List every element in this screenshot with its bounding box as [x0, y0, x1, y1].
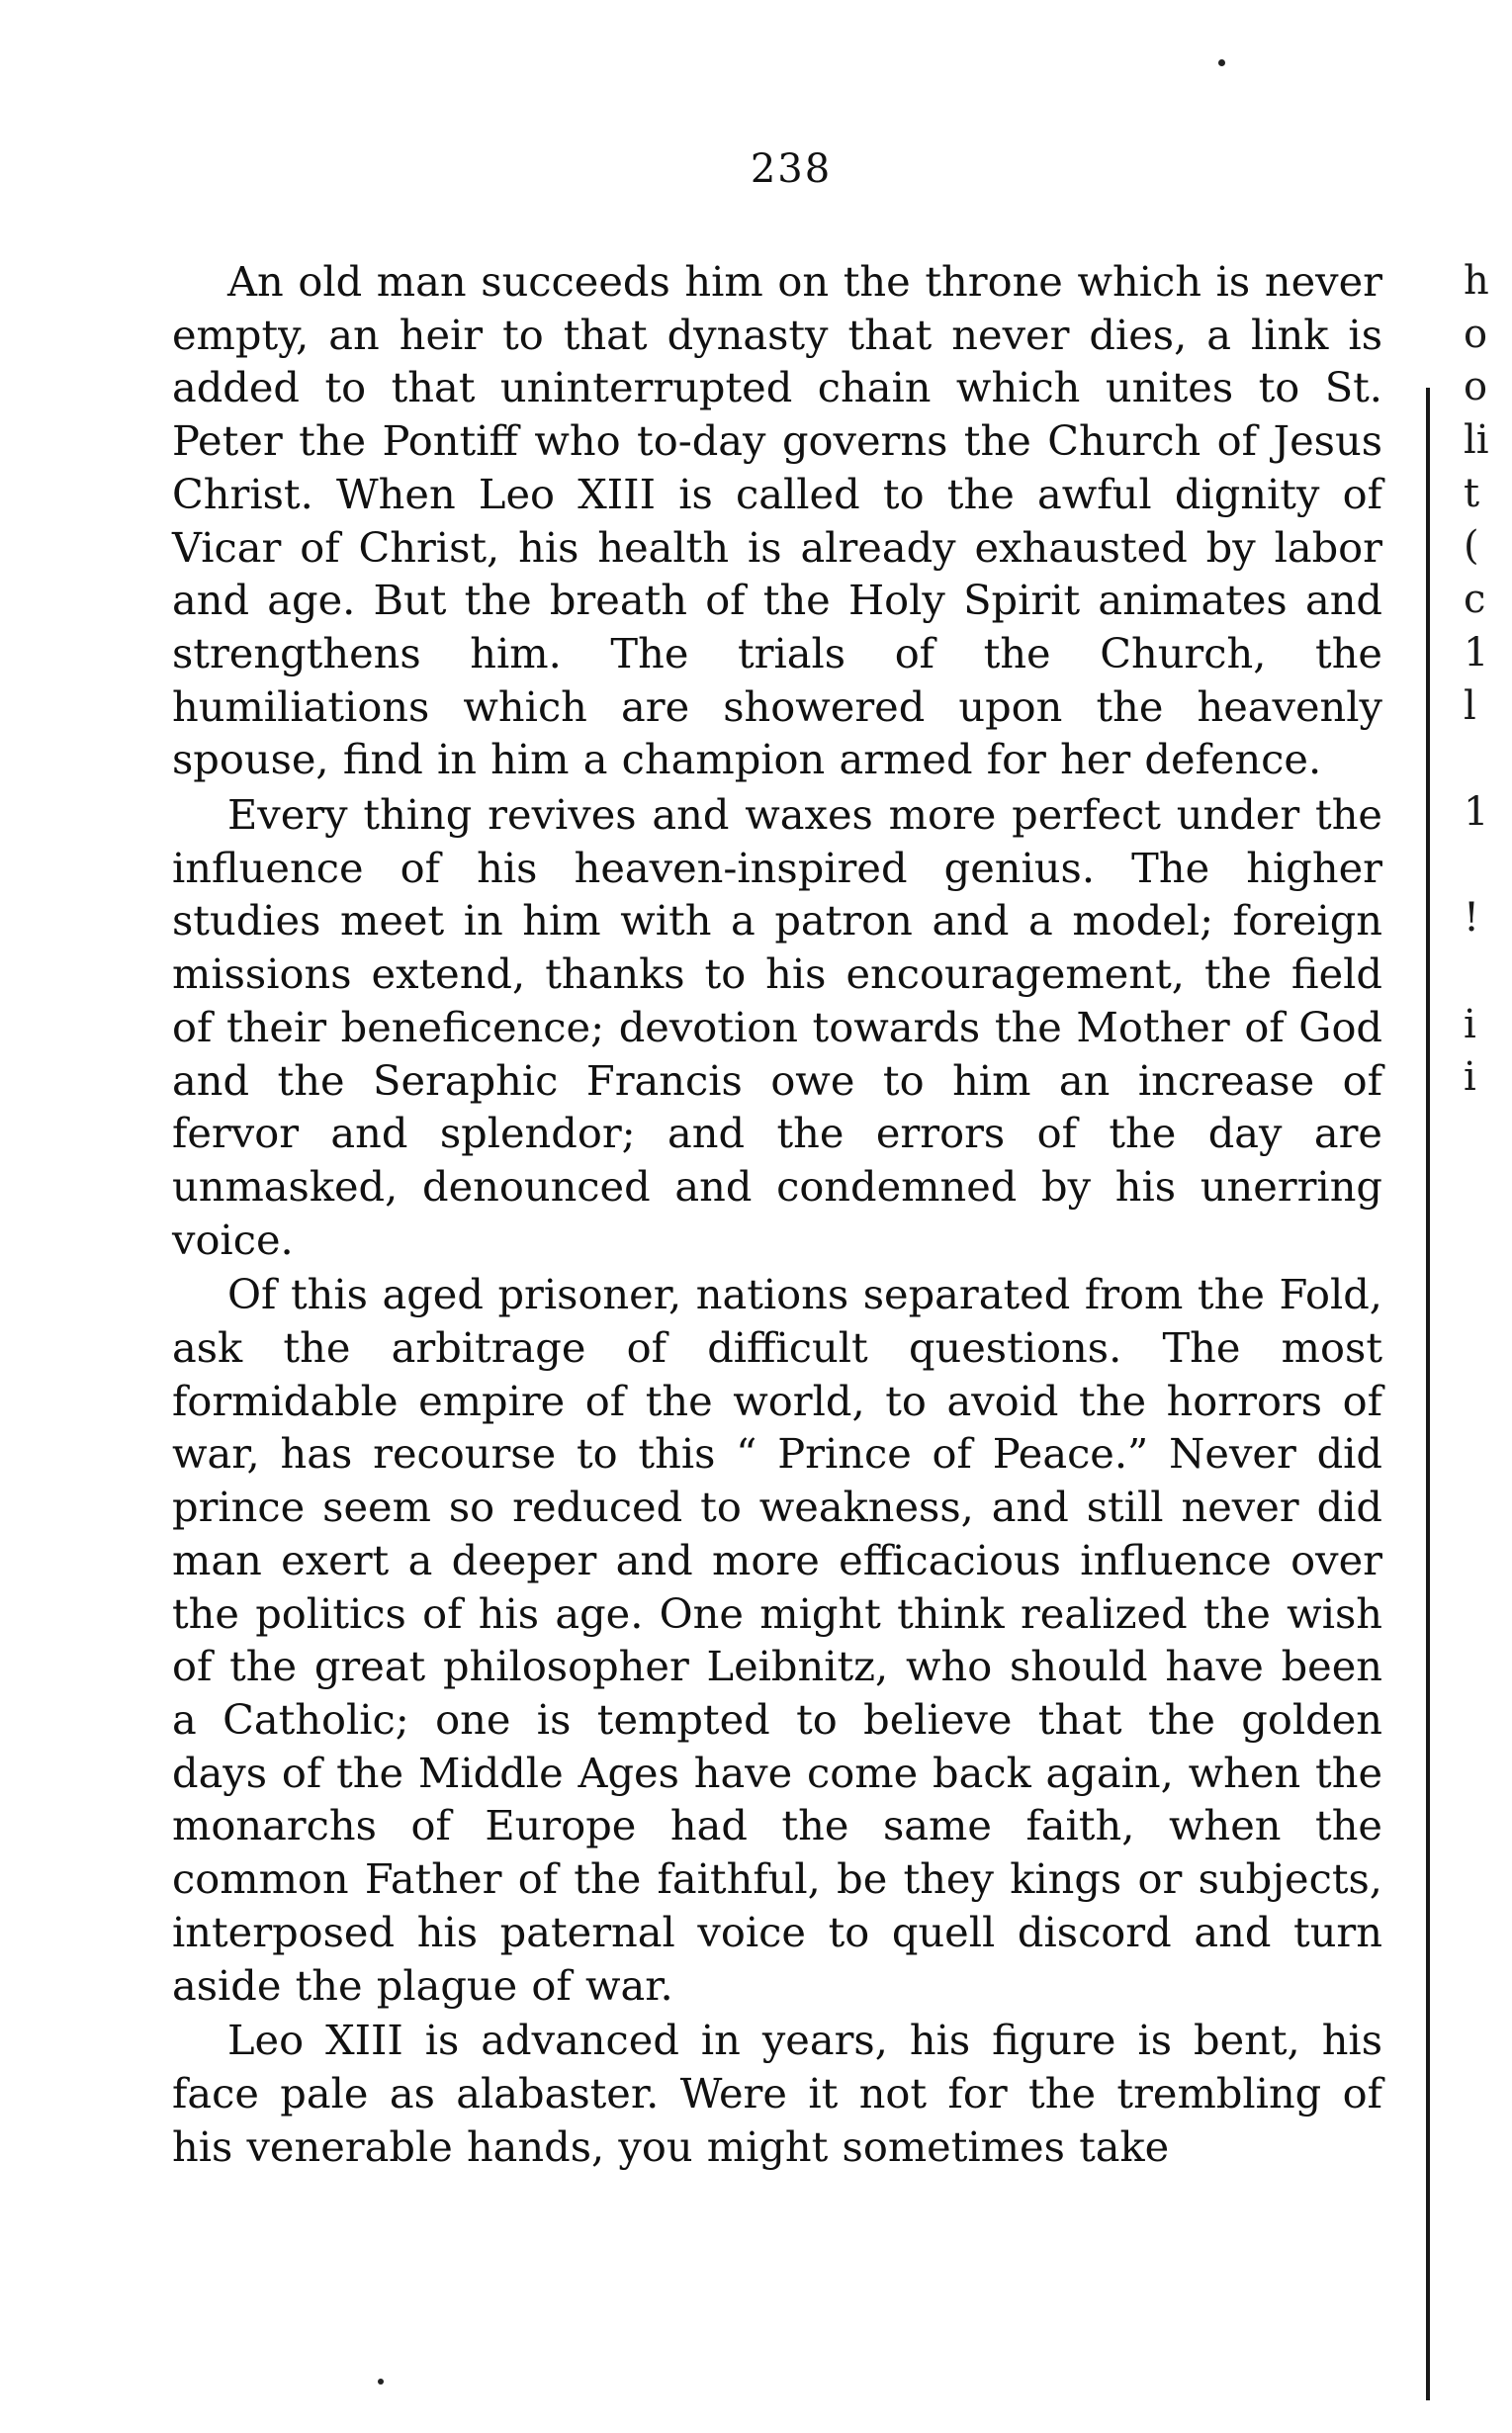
margin-fragment: i	[1464, 1001, 1476, 1047]
paragraph-1: An old man succeeds him on the throne which is never empty, an heir to that dynasty that never dies, a link is added to that uninterrupted chain which unites to St. Peter the Pontiff who to-day governs the Church of Jesus Christ. When Leo XIII is called to the awful dignity of Vicar of Christ, his health is already exhausted by labor and age. But the breath of the Holy Spirit animates and strengthens him. The trials of the Church, the humiliations which are showered upon the heavenly spouse, find in him a champion armed for her defence.	[172, 257, 1382, 784]
margin-fragment: 1	[1464, 629, 1489, 676]
margin-fragment	[1464, 840, 1512, 893]
margin-fragment: 1	[1464, 788, 1489, 835]
margin-fragment	[1464, 946, 1512, 999]
paragraph-2: Every thing revives and waxes more perfect under the influence of his heaven-inspired genius. The higher studies meet in him with a patron and a model; foreign missions extend, thanks to his encouragement, the field of their beneficence; devotion towards the Mother of God and the Seraphic Francis owe to him an increase of fervor and splendor; and the errors of the day are unmasked, denounced and condemned by his unerring voice.	[172, 790, 1382, 1264]
facing-page-fragments	[1464, 255, 1512, 1105]
margin-fragment: l	[1464, 682, 1476, 729]
paragraph-3: Of this aged prisoner, nations separated from the Fold, ask the arbitrage of difficult questions. The most formidable empire of the world, to avoid the horrors of war, has recourse to this “ Prince of Peace.” Never did prince seem so reduced to weakness, and still never did man exert a deeper and more efficacious influence over the politics of his age. One might think realized the wish of the great philosopher Leibnitz, who should have been a Catholic; one is tempted to believe that the golden days of the Middle Ages have come back again, when the monarchs of Europe had the same faith, when the common Father of the faithful, be they kings or subjects, interposed his paternal voice to quell discord and turn aside the plague of war.	[172, 1270, 1382, 2010]
margin-fragment	[1464, 733, 1512, 786]
margin-fragment: o	[1464, 311, 1488, 357]
margin-fragment: c	[1464, 577, 1486, 623]
margin-fragment: i	[1464, 1054, 1476, 1101]
margin-fragment: li	[1464, 417, 1489, 464]
margin-fragment: !	[1464, 895, 1480, 942]
body-text	[172, 255, 1382, 2173]
margin-fragment: o	[1464, 364, 1488, 410]
facing-page-edge	[1426, 388, 1430, 2400]
ink-speck	[378, 2379, 384, 2385]
margin-fragment: h	[1464, 258, 1489, 304]
margin-fragment: (	[1464, 523, 1479, 570]
paragraph-4: Leo XIII is advanced in years, his figure is bent, his face pale as alabaster. Were it not for the trembling of his venerable hands, you might sometimes take	[172, 2016, 1382, 2171]
margin-fragment: t	[1464, 470, 1480, 516]
ink-speck	[1218, 59, 1225, 66]
page-number: 238	[750, 146, 833, 192]
